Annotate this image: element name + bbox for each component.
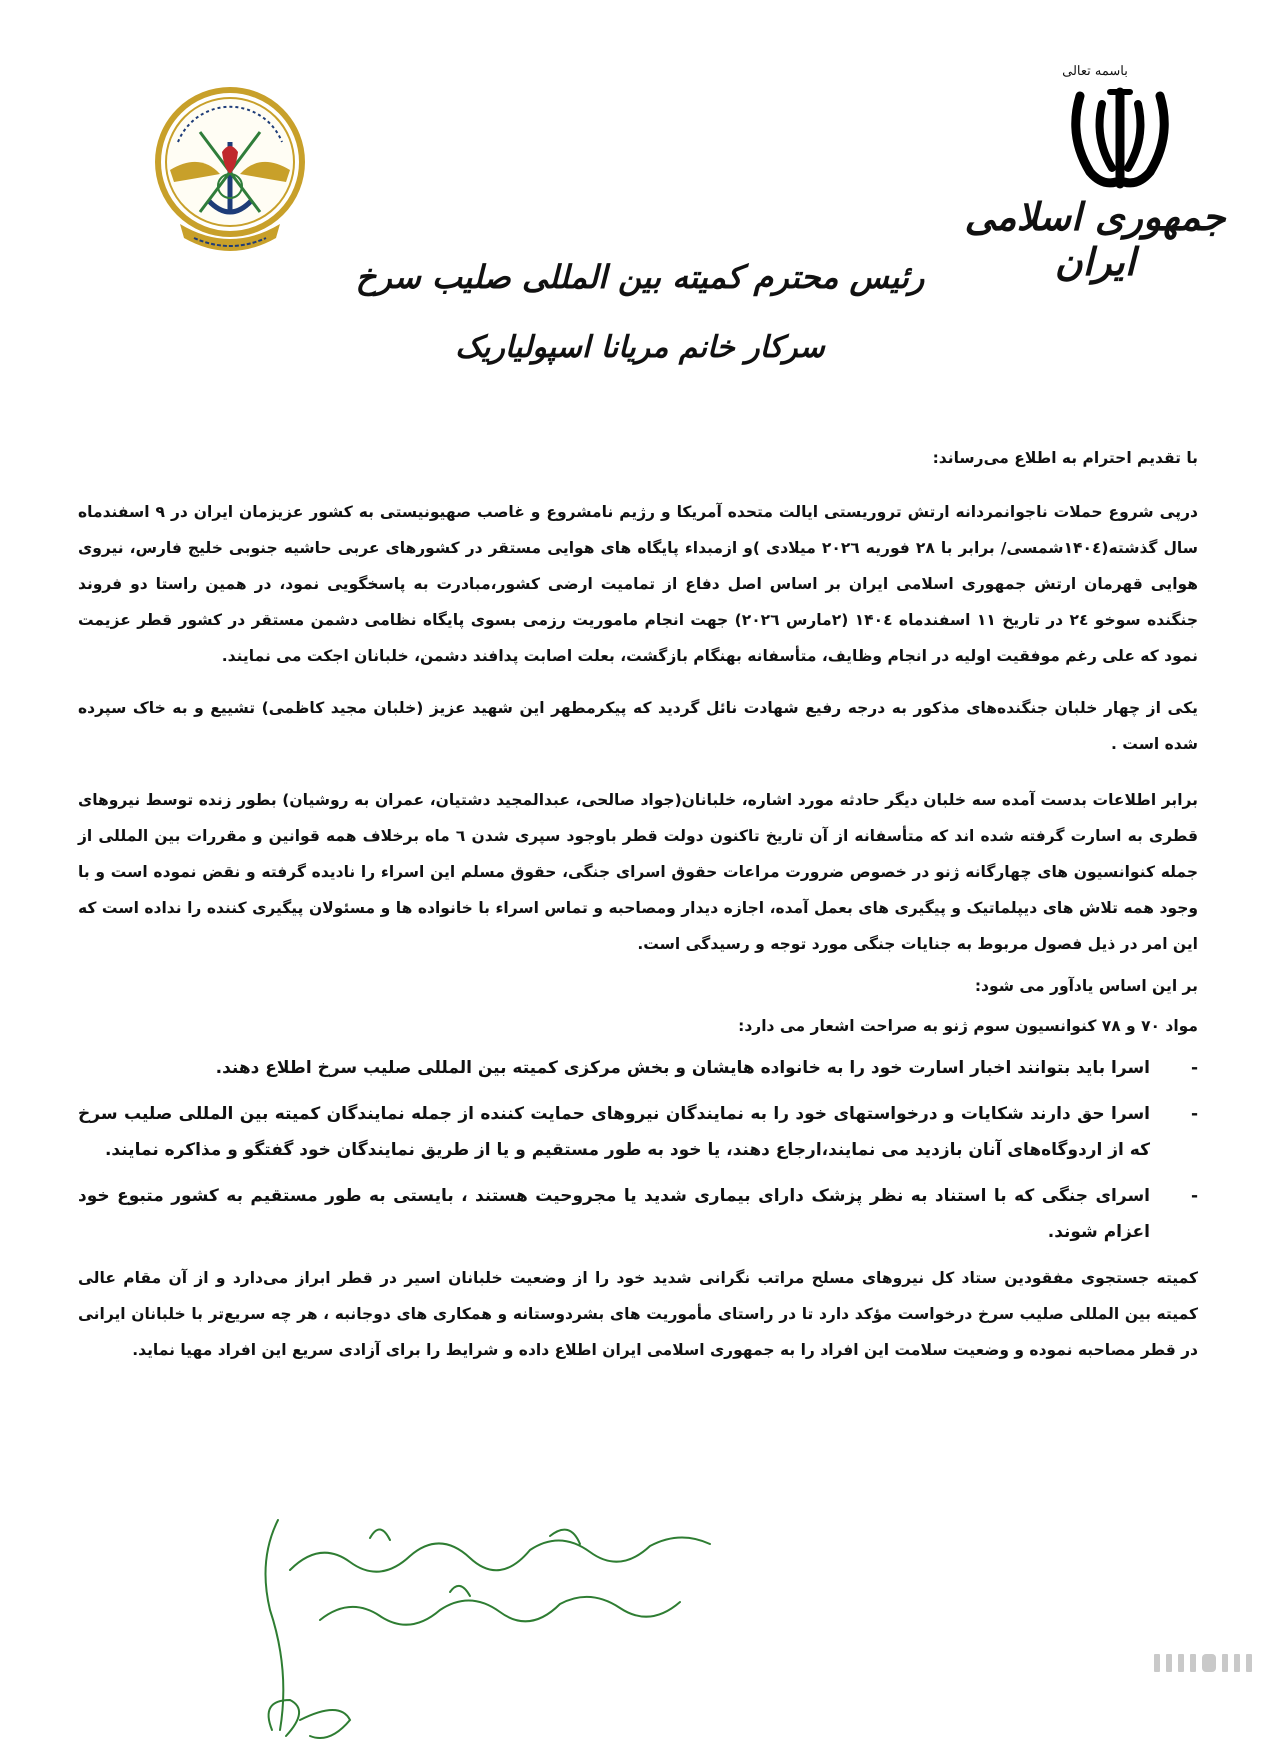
list-item [78, 1096, 1198, 1168]
paragraph-6: کمیته جستجوی مفقودین ستاد کل نیروهای مسلح مراتب نگرانی شدید خود را از وضعیت خلبانان اسیر در قطر ابراز می‌دارد و از آن مقام عالی کمیته بین المللی صلیب سرخ درخواست مؤکد دارد تا در راستای مأموریت های بشردوستانه و همکاری های دوجانبه ، هر چه سریع‌تر با خلبانان ایرانی در قطر مصاحبه نموده و وضعیت سلامت این افراد را به جمهوری اسلامی ایران اطلاع داده و شرایط را برای آزادی سریع این افراد مهیا نماید. [78, 1269, 1198, 1359]
list-item-text: اسرا حق دارند شکایات و درخواستهای خود را به نمایندگان نیروهای حمایت کننده از جمله نمایندگان کمیته بین المللی صلیب سرخ که از اردوگاه‌های آنان بازدید می نمایند،ارجاع دهند، یا خود به طور مستقیم و یا از طریق نمایندگان خود گفتگو و مذاکره نمایند. [78, 1104, 1150, 1160]
watermark-logo [1150, 1648, 1260, 1678]
list-dash: - [1190, 1104, 1198, 1124]
list-item [78, 1050, 1198, 1086]
paragraph-5: مواد ۷۰ و ۷۸ کنوانسیون سوم ژنو به صراحت اشعار می دارد: [738, 1017, 1198, 1035]
general-staff-emblem-icon [150, 82, 310, 262]
watermark-icon [1150, 1648, 1260, 1678]
paragraph-1: درپی شروع حملات ناجوانمردانه ارتش تروریستی ایالت متحده آمریکا و رژیم نامشروع و غاصب صهیونیستی به کشور عزیزمان ایران در ۹ اسفندماه سال گذشته(۱۴۰٤شمسی/ برابر با ۲۸ فوریه ۲۰۲٦ میلادی )و ازمبداء پایگاه های هوایی مستقر در کشورهای عربی حاشیه جنوبی خلیج فارس، نیروی هوایی قهرمان ارتش جمهوری اسلامی ایران بر اساس اصل دفاع از تمامیت ارضی کشور،مبادرت به پاسخگویی نمود، در همین راستا دو فروند جنگنده سوخو ۲٤ در تاریخ ۱۱ اسفندماه ۱۴۰٤ (۲مارس ۲۰۲٦) جهت انجام ماموریت رزمی بسوی پایگاه نظامی دشمن مستقر در کشور قطر عزیمت نمود که علی رغم موفقیت اولیه در انجام وظایف، متأسفانه بهنگام بازگشت، بعلت اصابت پدافند دشمن، خلبانان اجکت می نمایند. [78, 503, 1199, 665]
greeting: با تقدیم احترام به اطلاع می‌رساند: [932, 449, 1198, 467]
handwritten-signature [250, 1500, 750, 1760]
paragraph-3: برابر اطلاعات بدست آمده سه خلبان دیگر حادثه مورد اشاره، خلبانان(جواد صالحی، عبدالمجید دشتیان، عمران به روشیان) بطور زنده توسط نیروهای قطری به اسارت گرفته شده اند که متأسفانه از آن تاریخ تاکنون دولت قطر باوجود سپری شدن ٦ ماه برخلاف همه قوانین و مقررات بین المللی از جمله کنوانسیون های چهارگانه ژنو در خصوص ضرورت مراعات حقوق اسرای جنگی، حقوق مسلم این اسراء را نادیده گرفته و نقض نموده است و با وجود همه تلاش های دیپلماتیک و پیگیری های بعمل آمده، اجازه دیدار ومصاحبه و تماس اسراء با خانواده ها و مسئولان پیگیری کننده را نداده است که این امر در ذیل فصول مربوط به جنایات جنگی مورد توجه و رسیدگی است. [78, 791, 1198, 953]
list-item [78, 1178, 1198, 1250]
iri-title: جمهوری اسلامی ایران [964, 194, 1226, 284]
signature-icon [250, 1500, 750, 1760]
list-dash: - [1190, 1186, 1198, 1206]
letter-body [78, 440, 1198, 1368]
list-dash: - [1190, 1058, 1198, 1078]
paragraph-2: یکی از چهار خلبان جنگنده‌های مذکور به درجه رفیع شهادت نائل گردید که پیکرمطهر این شهید عزیز (خلبان مجید کاظمی) تشییع و به خاک سپرده شده است . [78, 699, 1198, 753]
list-item-text: اسرا باید بتوانند اخبار اسارت خود را به خانواده هایشان و بخش مرکزی کمیته بین المللی صلیب سرخ اطلاع دهند. [215, 1058, 1150, 1078]
list-item-text: اسرای جنگی که با استناد به نظر پزشک دارای بیماری شدید یا مجروحیت هستند ، بایستی به طور مستقیم به کشور متبوع خود اعزام شوند. [78, 1186, 1150, 1242]
bename-text: باسمه تعالی [1062, 64, 1128, 79]
addressee-name: سرکار خانم مریانا اسپولیاریک [455, 330, 825, 365]
iri-emblem-block [960, 64, 1230, 284]
armed-forces-general-staff-emblem [150, 82, 310, 262]
paragraph-4: بر این اساس یادآور می شود: [974, 977, 1198, 995]
addressee-title: رئیس محترم کمیته بین المللی صلیب سرخ [355, 258, 925, 296]
iri-emblem-icon [1060, 86, 1180, 196]
